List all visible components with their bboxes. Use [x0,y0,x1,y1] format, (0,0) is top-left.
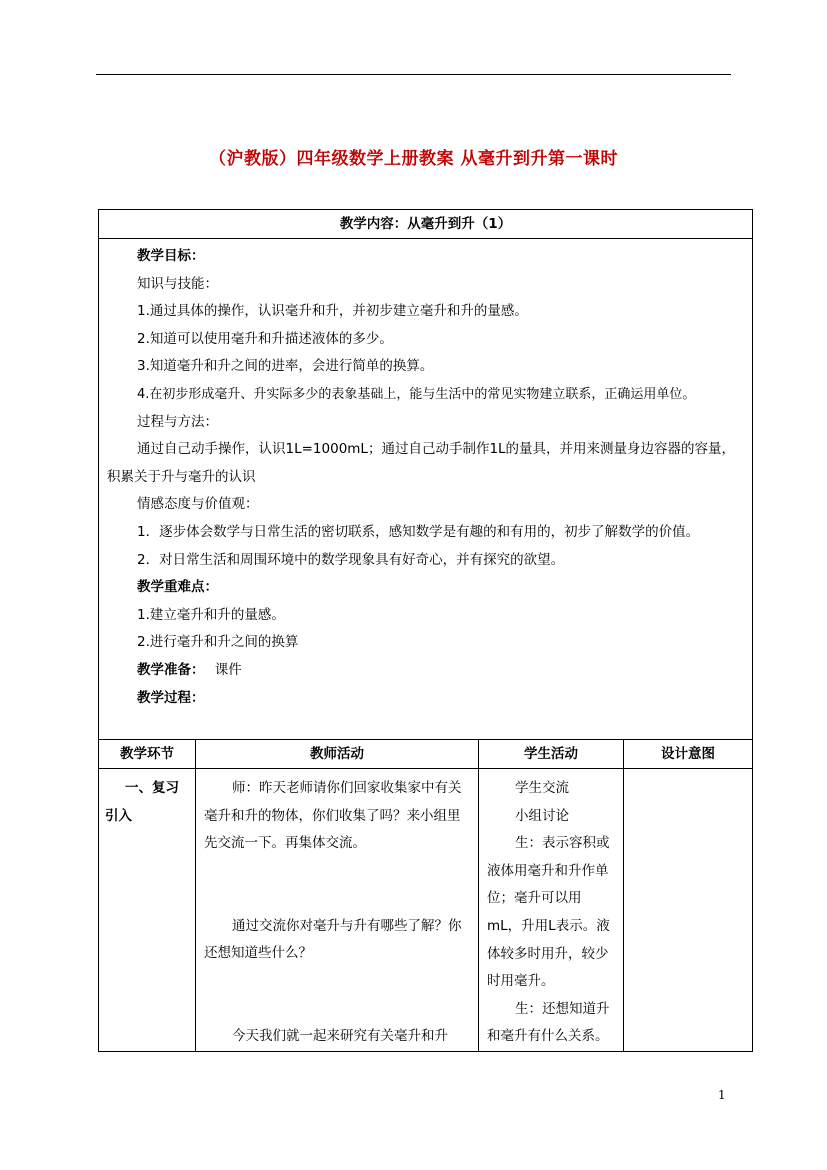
emotion-item: 1．逐步体会数学与日常生活的密切联系，感知数学是有趣的和有用的，初步了解数学的价值。 [137,523,700,540]
student-activity-cell [479,769,624,1052]
prep-heading: 教学准备： [137,661,205,678]
objectives-heading: 教学目标： [137,248,205,264]
student-paragraph: 小组讨论 [515,807,569,824]
header-rule [96,74,731,75]
teacher-paragraph: 师：昨天老师请你们回家收集家中有关毫升和升的物体，你们收集了吗？来小组里先交流一下。再集体交流。 [204,780,462,852]
process-text-body: 通过自己动手操作，认识1L=1000mL；通过自己动手制作1L的量具，并用来测量身边容器的容量，积累关于升与毫升的认识 [107,441,736,485]
knowledge-item: 4.在初步形成毫升、升实际多少的表象基础上，能与生活中的常见实物建立联系，正确运用单位。 [137,386,696,402]
column-header-stage: 教学环节 [99,740,196,769]
student-paragraph: 生：还想知道升和毫升有什么关系。 [487,1000,610,1045]
process-heading: 过程与方法： [137,413,218,430]
document-title: （沪教版）四年级数学上册教案 从毫升到升第一课时 [209,149,618,169]
lesson-plan-table [98,209,753,1052]
student-paragraph: 生：表示容积或液体用毫升和升作单位；毫升可以用mL，升用L表示。液体较多时用升，较少时用毫升。 [487,835,610,990]
teacher-paragraph: 今天我们就一起来研究有关毫升和升 [232,1027,448,1044]
column-header-intent: 设计意图 [624,740,753,769]
content-header: 教学内容：从毫升到升（1） [99,210,753,239]
knowledge-heading: 知识与技能： [137,275,218,292]
table-row [99,769,753,1052]
knowledge-item: 1.通过具体的操作，认识毫升和升，并初步建立毫升和升的量感。 [137,303,528,320]
process-section-heading: 教学过程： [137,689,205,706]
stage-line: 一、复习 [125,780,179,796]
knowledge-item: 3.知道毫升和升之间的进率，会进行简单的换算。 [137,358,434,375]
objectives-cell [99,239,753,740]
student-paragraph: 学生交流 [515,780,569,796]
emotion-heading: 情感态度与价值观： [137,496,259,513]
page-number: 1 [718,1088,726,1102]
process-text [107,436,744,491]
knowledge-item: 2.知道可以使用毫升和升描述液体的多少。 [137,330,393,347]
key-heading: 教学重难点： [137,579,218,596]
column-header-student: 学生活动 [479,740,624,769]
prep-value: 课件 [214,661,242,678]
key-item: 1.建立毫升和升的量感。 [137,606,285,623]
column-header-teacher: 教师活动 [196,740,479,769]
key-item: 2.进行毫升和升之间的换算 [137,634,299,651]
teacher-activity-cell [196,769,479,1052]
stage-cell [99,769,196,1052]
design-intent-cell [624,769,753,1052]
emotion-item: 2．对日常生活和周围环境中的数学现象具有好奇心，并有探究的欲望。 [137,551,565,568]
teacher-paragraph: 通过交流你对毫升与升有哪些了解？你还想知道些什么？ [204,917,462,962]
stage-line: 引入 [105,807,132,824]
prep-line [107,657,744,685]
